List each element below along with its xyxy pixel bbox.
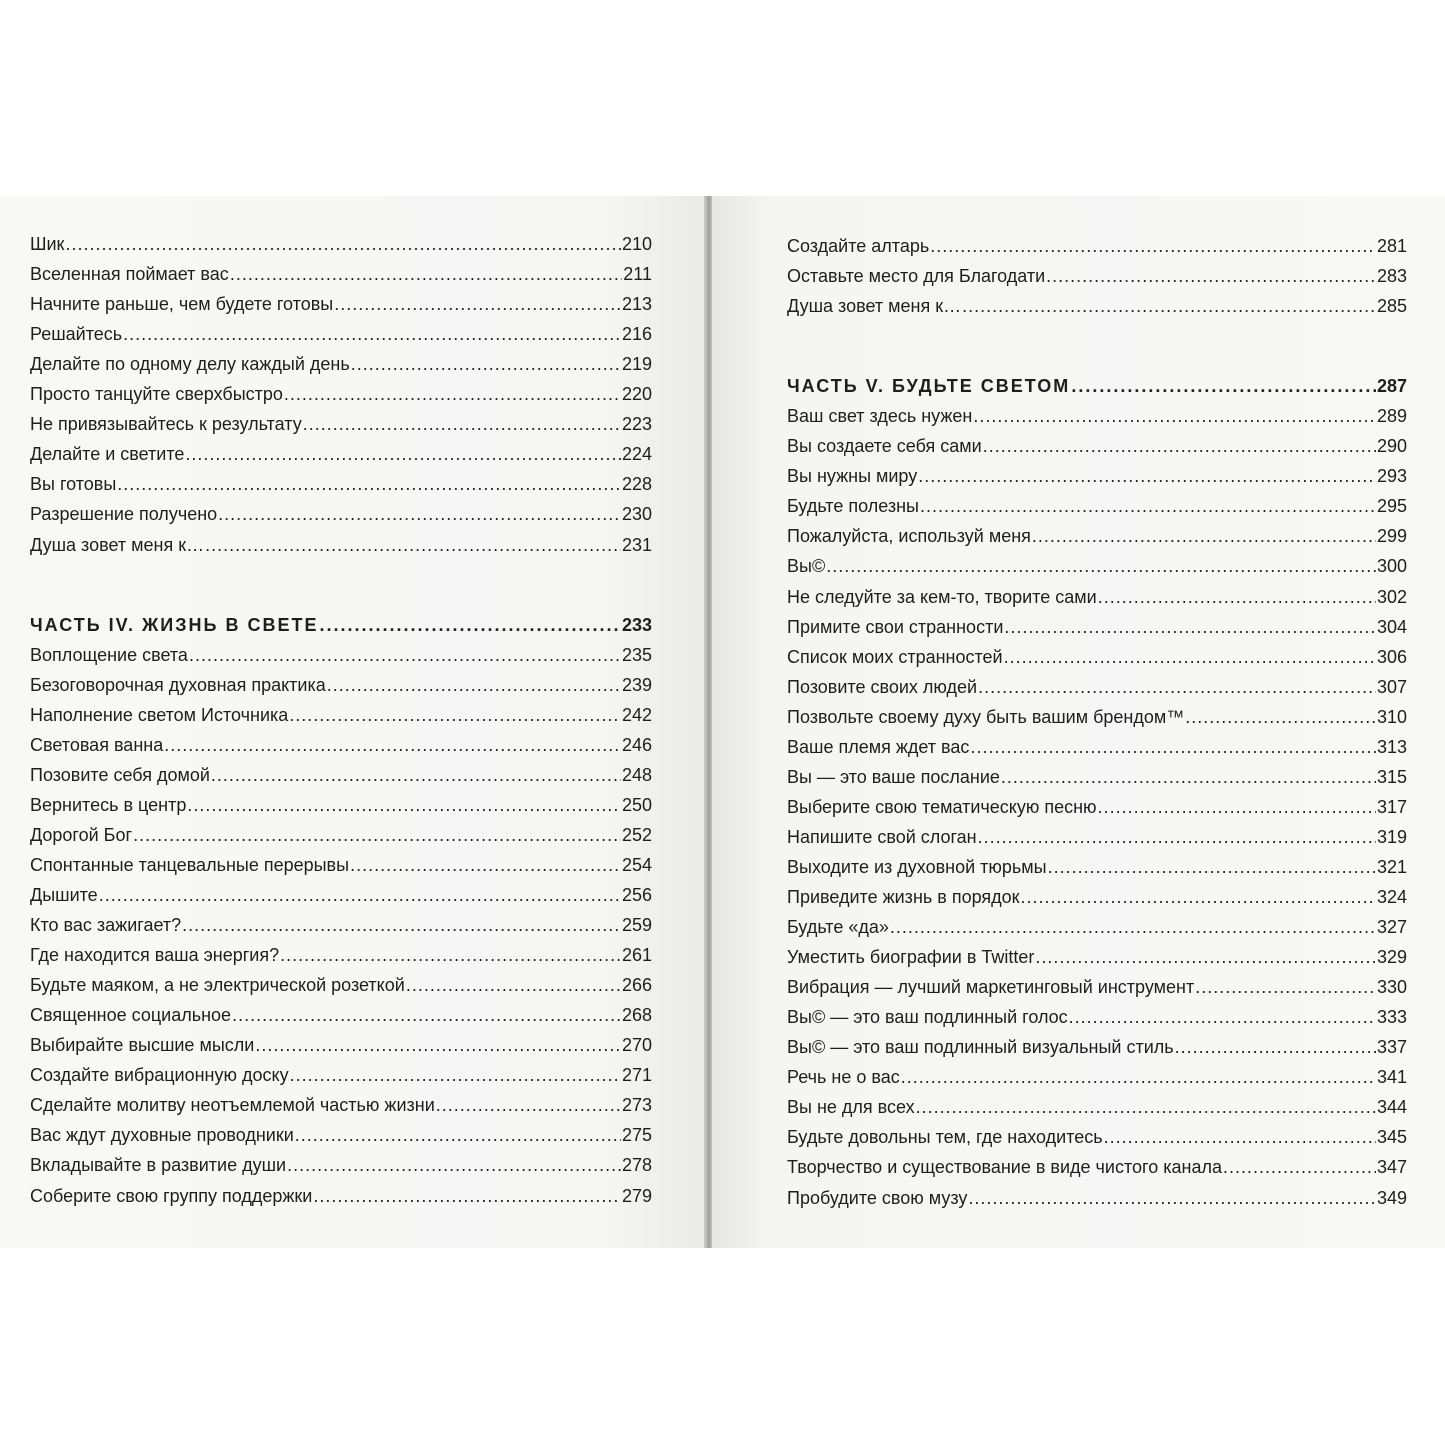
toc-entry: [30, 884, 652, 906]
part-heading: [787, 375, 1407, 397]
entry-page-number: 290: [1376, 436, 1407, 457]
entry-title: Вы©: [787, 556, 826, 577]
entry-title: Речь не о вас: [787, 1067, 900, 1088]
right-page: [712, 196, 1445, 1248]
part-title: ЧАСТЬ IV. ЖИЗНЬ В СВЕТЕ: [30, 614, 319, 635]
dot-leader: [968, 1187, 1376, 1209]
toc-entry: [787, 976, 1407, 998]
toc-entry: [30, 734, 652, 756]
dot-leader: [978, 676, 1376, 698]
entry-title: Сделайте молитву неотъемлемой частью жизни: [30, 1095, 435, 1116]
toc-entry: [30, 323, 652, 345]
entry-title: Выходите из духовной тюрьмы: [787, 856, 1047, 877]
toc-entry: [787, 856, 1407, 878]
entry-title: Шик: [30, 234, 65, 254]
entry-page-number: 235: [621, 644, 652, 665]
entry-page-number: 259: [621, 915, 652, 936]
entry-title: Наполнение светом Источника: [30, 704, 289, 725]
left-page: [0, 196, 708, 1248]
entry-page-number: 315: [1376, 766, 1407, 787]
entry-page-number: 293: [1376, 466, 1407, 487]
toc-entry: [30, 1004, 652, 1026]
toc-entry: [787, 916, 1407, 938]
entry-title: Ваше племя ждет вас: [787, 736, 970, 757]
entry-page-number: 321: [1376, 856, 1407, 877]
entry-page-number: 216: [621, 324, 652, 345]
dot-leader: [406, 974, 621, 996]
dot-leader: [1104, 1126, 1376, 1148]
dot-leader: [133, 824, 621, 846]
toc-entry: [30, 794, 652, 816]
entry-page-number: 279: [621, 1185, 652, 1206]
toc-entry: [787, 616, 1407, 638]
toc-entry: [30, 974, 652, 996]
dot-leader: [350, 854, 621, 876]
dot-leader: [1195, 976, 1376, 998]
toc-entry: [787, 1096, 1407, 1118]
entry-title: Уместить биографии в Twitter: [787, 947, 1035, 968]
dot-leader: [230, 263, 622, 285]
book-spread: [0, 196, 1445, 1248]
toc-entry: [787, 676, 1407, 698]
entry-page-number: 219: [621, 354, 652, 375]
dot-leader: [1004, 646, 1376, 668]
entry-title: Просто танцуйте сверхбыстро: [30, 384, 283, 405]
entry-page-number: 228: [621, 474, 652, 495]
toc-entry: [30, 1094, 652, 1116]
toc-entry: [30, 914, 652, 936]
entry-title: Позовите себя домой: [30, 764, 210, 785]
entry-page-number: 271: [621, 1065, 652, 1086]
dot-leader: [185, 443, 621, 465]
toc-entry: [30, 644, 652, 666]
entry-page-number: 324: [1376, 887, 1407, 907]
dot-leader: [255, 1034, 621, 1056]
toc-entry: [30, 1124, 652, 1146]
dot-leader: [319, 614, 620, 636]
entry-title: Пожалуйста, используй меня: [787, 526, 1031, 547]
entry-page-number: 266: [621, 975, 652, 996]
entry-page-number: 275: [621, 1125, 652, 1146]
dot-leader: [187, 794, 621, 816]
dot-leader: [218, 503, 621, 525]
entry-page-number: 349: [1376, 1187, 1407, 1208]
entry-page-number: 333: [1376, 1007, 1407, 1028]
toc-entry: [30, 233, 652, 255]
entry-page-number: 278: [621, 1155, 652, 1176]
dot-leader: [284, 383, 621, 405]
entry-title: Начните раньше, чем будете готовы: [30, 294, 334, 315]
dot-leader: [1046, 265, 1376, 287]
dot-leader: [65, 233, 621, 255]
entry-title: Ваш свет здесь нужен: [787, 406, 973, 427]
entry-title: Будьте довольны тем, где находитесь: [787, 1127, 1103, 1148]
entry-page-number: 345: [1376, 1127, 1407, 1148]
toc-entry: [787, 1156, 1407, 1178]
part-heading: [30, 614, 652, 636]
dot-leader: [916, 1096, 1376, 1118]
toc-entry: [30, 1064, 652, 1086]
dot-leader: [334, 293, 621, 315]
dot-leader: [164, 734, 621, 756]
dot-leader: [1098, 586, 1376, 608]
entry-title: Не следуйте за кем-то, творите сами: [787, 586, 1097, 607]
dot-leader: [232, 1004, 621, 1026]
dot-leader: [290, 1064, 621, 1086]
dot-leader: [918, 465, 1376, 487]
toc-entry: [787, 465, 1407, 487]
toc-entry: [30, 293, 652, 315]
entry-page-number: 310: [1376, 706, 1407, 727]
dot-leader: [313, 1185, 621, 1207]
entry-title: Создайте вибрационную доску: [30, 1065, 289, 1086]
toc-right: [712, 196, 1445, 1248]
dot-leader: [962, 295, 1376, 317]
part-page-number: 287: [1376, 376, 1407, 397]
dot-leader: [978, 826, 1376, 848]
toc-entry: [30, 383, 652, 405]
entry-page-number: 224: [621, 444, 652, 465]
entry-page-number: 211: [623, 264, 652, 285]
entry-page-number: 319: [1376, 826, 1407, 847]
toc-entry: [787, 586, 1407, 608]
entry-page-number: 341: [1376, 1067, 1407, 1088]
entry-page-number: 344: [1376, 1097, 1407, 1118]
entry-page-number: 327: [1376, 917, 1407, 938]
entry-title: Душа зовет меня к…: [30, 534, 205, 555]
dot-leader: [1032, 525, 1376, 547]
dot-leader: [280, 944, 621, 966]
dot-leader: [1001, 766, 1376, 788]
entry-title: Решайтесь: [30, 324, 123, 345]
dot-leader: [289, 704, 621, 726]
toc-entry: [787, 736, 1407, 758]
entry-page-number: 281: [1376, 236, 1407, 256]
dot-leader: [930, 235, 1376, 257]
entry-page-number: 246: [621, 734, 652, 755]
entry-page-number: 250: [621, 794, 652, 815]
entry-page-number: 295: [1376, 496, 1407, 517]
entry-title: Вы© — это ваш подлинный визуальный стиль: [787, 1037, 1174, 1058]
toc-entry: [30, 1185, 652, 1207]
toc-entry: [787, 826, 1407, 848]
dot-leader: [1004, 616, 1376, 638]
entry-title: Позвольте своему духу быть вашим брендом™: [787, 706, 1185, 727]
entry-title: Будьте полезны: [787, 496, 919, 517]
toc-entry: [30, 854, 652, 876]
toc-entry: [787, 706, 1407, 728]
toc-entry: [30, 473, 652, 495]
dot-leader: [189, 644, 621, 666]
entry-title: Список моих странностей: [787, 646, 1003, 667]
dot-leader: [1035, 946, 1376, 968]
entry-page-number: 213: [621, 294, 652, 315]
entry-title: Приведите жизнь в порядок: [787, 887, 1020, 907]
toc-entry: [30, 764, 652, 786]
entry-title: Священное социальное: [30, 1005, 232, 1026]
entry-page-number: 270: [621, 1035, 652, 1056]
entry-title: Световая ванна: [30, 734, 164, 755]
dot-leader: [99, 884, 621, 906]
dot-leader: [303, 413, 621, 435]
entry-title: Безоговорочная духовная практика: [30, 674, 326, 695]
entry-title: Делайте по одному делу каждый день: [30, 354, 350, 375]
toc-entry: [30, 263, 652, 285]
dot-leader: [1098, 796, 1376, 818]
toc-entry: [787, 1187, 1407, 1209]
entry-title: Где находится ваша энергия?: [30, 945, 280, 966]
entry-title: Соберите свою группу поддержки: [30, 1185, 313, 1206]
entry-title: Вселенная поймает вас: [30, 264, 229, 285]
dot-leader: [890, 916, 1376, 938]
entry-page-number: 256: [621, 885, 652, 905]
toc-entry: [30, 674, 652, 696]
dot-leader: [1069, 1006, 1376, 1028]
entry-title: Выбирайте высшие мысли: [30, 1035, 255, 1056]
entry-title: Дорогой Бог: [30, 824, 133, 845]
dot-leader: [123, 323, 621, 345]
toc-entry: [30, 413, 652, 435]
toc-entry: [30, 944, 652, 966]
entry-page-number: 223: [621, 414, 652, 435]
toc-entry: [787, 495, 1407, 517]
dot-leader: [436, 1094, 621, 1116]
toc-entry: [787, 265, 1407, 287]
entry-title: Оставьте место для Благодати: [787, 266, 1046, 287]
dot-leader: [1175, 1036, 1376, 1058]
entry-title: Спонтанные танцевальные перерывы: [30, 854, 350, 875]
entry-page-number: 268: [621, 1005, 652, 1026]
entry-title: Вы создаете себя сами: [787, 436, 982, 457]
entry-page-number: 239: [621, 674, 652, 695]
entry-title: Душа зовет меня к…: [787, 296, 962, 317]
entry-page-number: 329: [1376, 947, 1407, 968]
dot-leader: [920, 495, 1376, 517]
entry-page-number: 302: [1376, 586, 1407, 607]
entry-title: Вы нужны миру: [787, 466, 918, 487]
dot-leader: [182, 914, 621, 936]
entry-title: Создайте алтарь: [787, 236, 930, 256]
entry-title: Вернитесь в центр: [30, 794, 187, 815]
entry-page-number: 289: [1376, 406, 1407, 427]
toc-entry: [787, 435, 1407, 457]
entry-page-number: 283: [1376, 266, 1407, 287]
toc-entry: [787, 295, 1407, 317]
entry-page-number: 299: [1376, 526, 1407, 547]
entry-title: Примите свои странности: [787, 616, 1004, 637]
dot-leader: [1185, 706, 1376, 728]
entry-page-number: 337: [1376, 1037, 1407, 1058]
entry-page-number: 273: [621, 1095, 652, 1116]
entry-title: Вы готовы: [30, 474, 117, 495]
toc-entry: [30, 353, 652, 375]
entry-title: Воплощение света: [30, 644, 188, 665]
entry-page-number: 304: [1376, 616, 1407, 637]
part-title: ЧАСТЬ V. БУДЬТЕ СВЕТОМ: [787, 376, 1071, 397]
entry-title: Позовите своих людей: [787, 676, 978, 697]
entry-title: Делайте и светите: [30, 444, 185, 465]
entry-page-number: 210: [621, 234, 652, 254]
toc-entry: [787, 1126, 1407, 1148]
toc-entry: [30, 1154, 652, 1176]
entry-title: Дышите: [30, 885, 98, 905]
dot-leader: [117, 473, 621, 495]
entry-page-number: 306: [1376, 646, 1407, 667]
toc-entry: [787, 1006, 1407, 1028]
entry-title: Напишите свой слоган: [787, 826, 977, 847]
toc-entry: [787, 796, 1407, 818]
dot-leader: [205, 534, 621, 556]
entry-page-number: 285: [1376, 296, 1407, 317]
dot-leader: [1071, 375, 1376, 397]
entry-title: Будьте «да»: [787, 917, 889, 938]
dot-leader: [1021, 886, 1376, 908]
entry-page-number: 347: [1376, 1157, 1407, 1178]
entry-title: Вибрация — лучший маркетинговый инструмент: [787, 977, 1195, 998]
entry-title: Вы — это ваше послание: [787, 766, 1000, 787]
entry-page-number: 230: [621, 504, 652, 525]
dot-leader: [973, 405, 1376, 427]
entry-page-number: 261: [621, 945, 652, 966]
toc-entry: [30, 534, 652, 556]
dot-leader: [970, 736, 1376, 758]
dot-leader: [327, 674, 621, 696]
entry-page-number: 307: [1376, 676, 1407, 697]
entry-title: Вас ждут духовные проводники: [30, 1125, 294, 1146]
dot-leader: [211, 764, 621, 786]
toc-entry: [30, 824, 652, 846]
toc-entry: [30, 1034, 652, 1056]
entry-title: Вкладывайте в развитие души: [30, 1155, 287, 1176]
entry-title: Не привязывайтесь к результату: [30, 414, 302, 435]
entry-page-number: 317: [1376, 796, 1407, 817]
dot-leader: [901, 1066, 1376, 1088]
entry-title: Творчество и существование в виде чистого канала: [787, 1157, 1222, 1178]
toc-entry: [30, 503, 652, 525]
entry-title: Будьте маяком, а не электрической розеткой: [30, 975, 405, 996]
entry-page-number: 231: [621, 534, 652, 555]
entry-page-number: 313: [1376, 736, 1407, 757]
toc-entry: [30, 443, 652, 465]
entry-page-number: 220: [621, 384, 652, 405]
toc-entry: [787, 405, 1407, 427]
dot-leader: [983, 435, 1376, 457]
dot-leader: [1048, 856, 1376, 878]
entry-title: Выберите свою тематическую песню: [787, 796, 1097, 817]
toc-entry: [787, 555, 1407, 577]
part-page-number: 233: [621, 614, 652, 635]
entry-page-number: 242: [621, 704, 652, 725]
dot-leader: [295, 1124, 621, 1146]
toc-entry: [787, 525, 1407, 547]
dot-leader: [826, 555, 1376, 577]
toc-entry: [787, 1036, 1407, 1058]
toc-entry: [787, 646, 1407, 668]
entry-title: Кто вас зажигает?: [30, 915, 182, 936]
toc-entry: [787, 766, 1407, 788]
entry-page-number: 252: [621, 824, 652, 845]
dot-leader: [351, 353, 621, 375]
toc-entry: [787, 946, 1407, 968]
entry-title: Вы не для всех: [787, 1097, 915, 1118]
toc-entry: [787, 235, 1407, 257]
entry-page-number: 300: [1376, 556, 1407, 577]
entry-title: Разрешение получено: [30, 504, 218, 525]
entry-page-number: 330: [1376, 977, 1407, 998]
toc-left: [0, 196, 708, 1248]
dot-leader: [1223, 1156, 1376, 1178]
entry-title: Вы© — это ваш подлинный голос: [787, 1007, 1068, 1028]
entry-title: Пробудите свою музу: [787, 1187, 968, 1208]
toc-entry: [787, 886, 1407, 908]
entry-page-number: 248: [621, 764, 652, 785]
toc-entry: [30, 704, 652, 726]
toc-entry: [787, 1066, 1407, 1088]
entry-page-number: 254: [621, 854, 652, 875]
dot-leader: [287, 1154, 621, 1176]
